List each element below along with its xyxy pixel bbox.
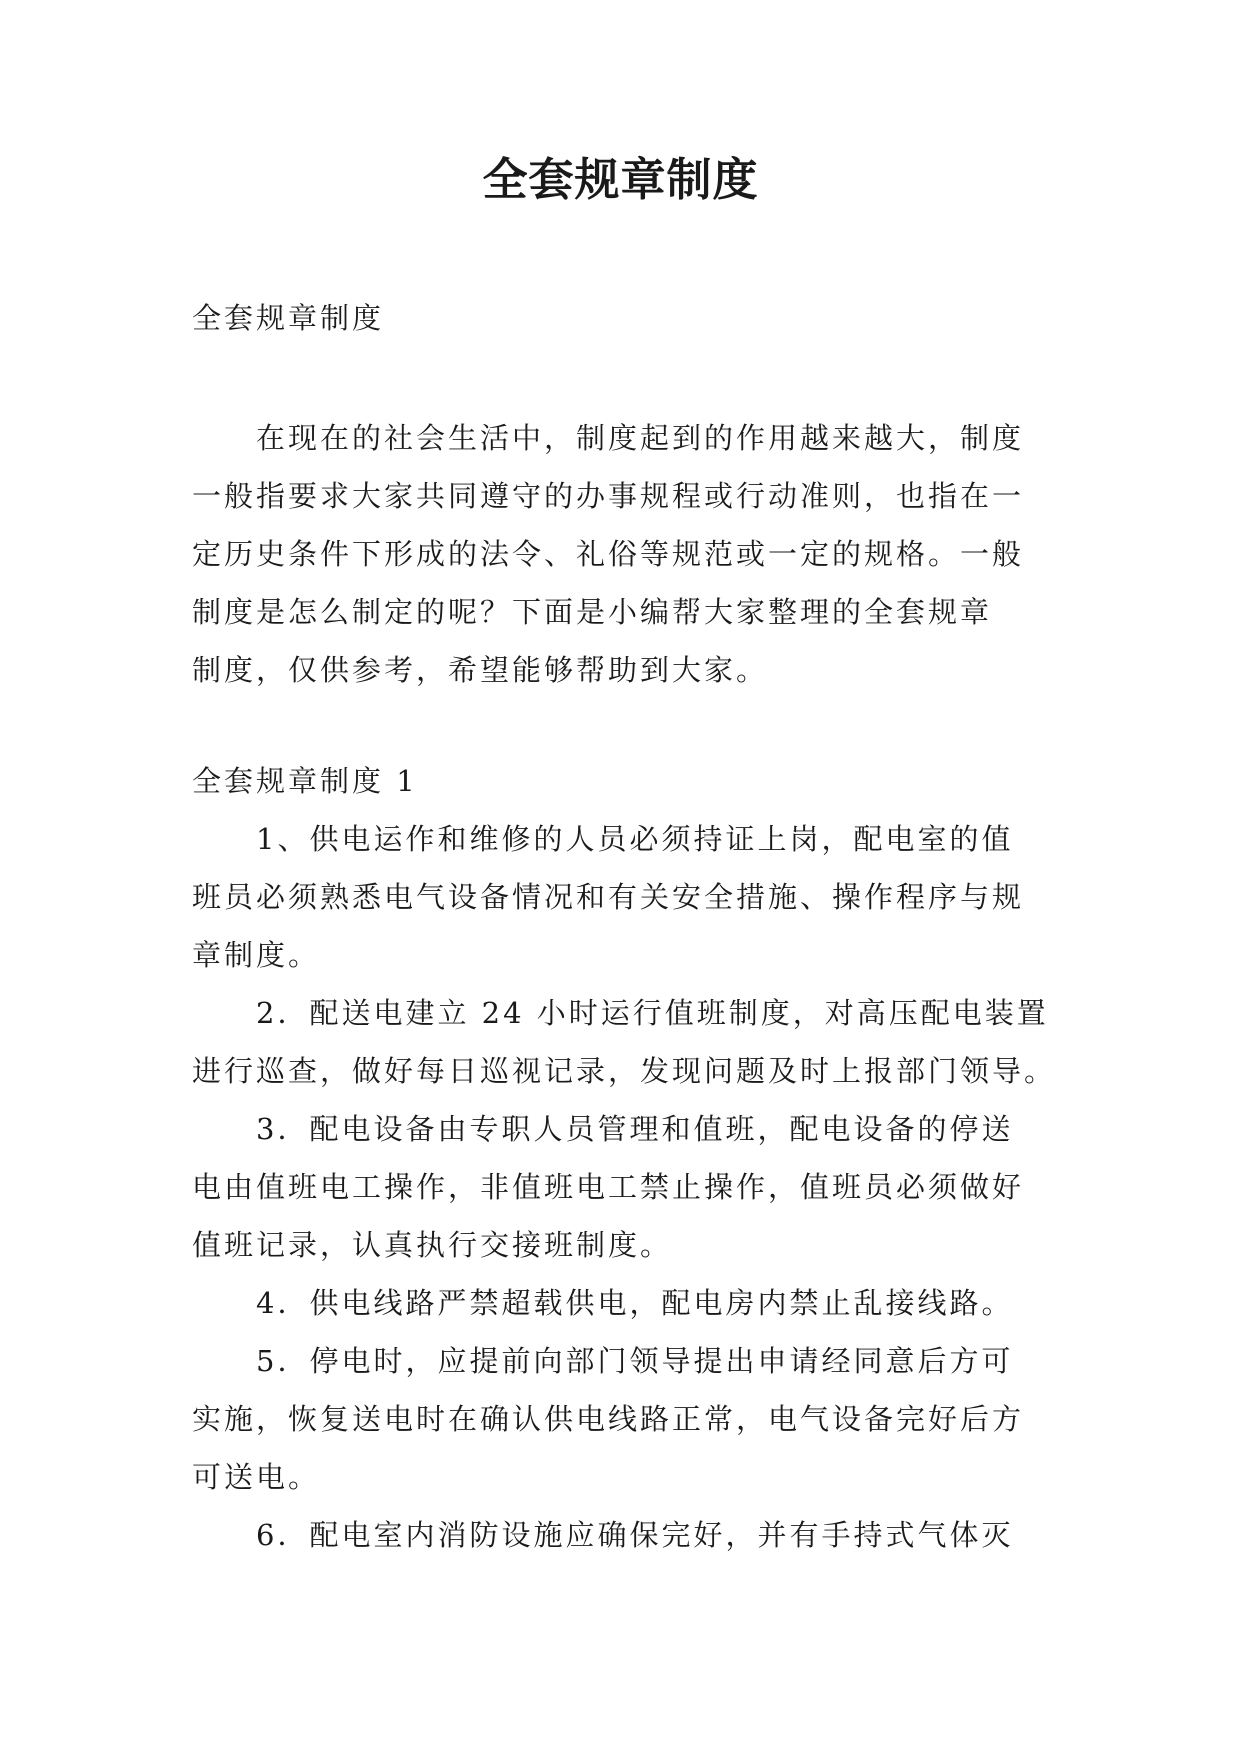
rule-line: 班员必须熟悉电气设备情况和有关安全措施、操作程序与规	[192, 880, 1025, 914]
section-heading-text: 全套规章制度 1	[192, 764, 418, 798]
intro-line: 定历史条件下形成的法令、礼俗等规范或一定的规格。一般	[192, 537, 1025, 571]
intro-line: 制度，仅供参考，希望能够帮助到大家。	[192, 653, 769, 687]
rule-line: 1、供电运作和维修的人员必须持证上岗，配电室的值	[256, 822, 1014, 856]
rule-line: 章制度。	[192, 938, 321, 972]
rule-line: 5．停电时，应提前向部门领导提出申请经同意后方可	[256, 1344, 1014, 1378]
rule-line: 进行巡查，做好每日巡视记录，发现问题及时上报部门领导。	[192, 1054, 1057, 1088]
rule-item-4	[192, 1274, 1050, 1332]
rule-line: 可送电。	[192, 1460, 321, 1494]
rule-line: 电由值班电工操作，非值班电工禁止操作，值班员必须做好	[192, 1170, 1025, 1204]
document-title: 全套规章制度	[482, 153, 759, 206]
document-subtitle	[192, 289, 1050, 347]
rule-item-6	[192, 1506, 1050, 1564]
rule-line: 4．供电线路严禁超载供电，配电房内禁止乱接线路。	[256, 1286, 1014, 1320]
rule-line: 2．配送电建立 24 小时运行值班制度，对高压配电装置	[256, 996, 1049, 1030]
rule-line: 6．配电室内消防设施应确保完好，并有手持式气体灭	[256, 1518, 1014, 1552]
intro-line: 制度是怎么制定的呢？下面是小编帮大家整理的全套规章	[192, 595, 993, 629]
rule-line: 实施，恢复送电时在确认供电线路正常，电气设备完好后方	[192, 1402, 1025, 1436]
rule-item-1	[192, 810, 1050, 984]
section-heading	[192, 752, 1050, 810]
rule-item-2	[192, 984, 1057, 1100]
intro-paragraph	[192, 409, 1050, 699]
rule-line: 值班记录，认真执行交接班制度。	[192, 1228, 673, 1262]
rule-line: 3．配电设备由专职人员管理和值班，配电设备的停送	[256, 1112, 1014, 1146]
intro-line: 在现在的社会生活中，制度起到的作用越来越大，制度	[256, 421, 1025, 455]
rule-item-3	[192, 1100, 1050, 1274]
intro-line: 一般指要求大家共同遵守的办事规程或行动准则，也指在一	[192, 479, 1025, 513]
rule-item-5	[192, 1332, 1050, 1506]
subtitle-text: 全套规章制度	[192, 301, 385, 335]
